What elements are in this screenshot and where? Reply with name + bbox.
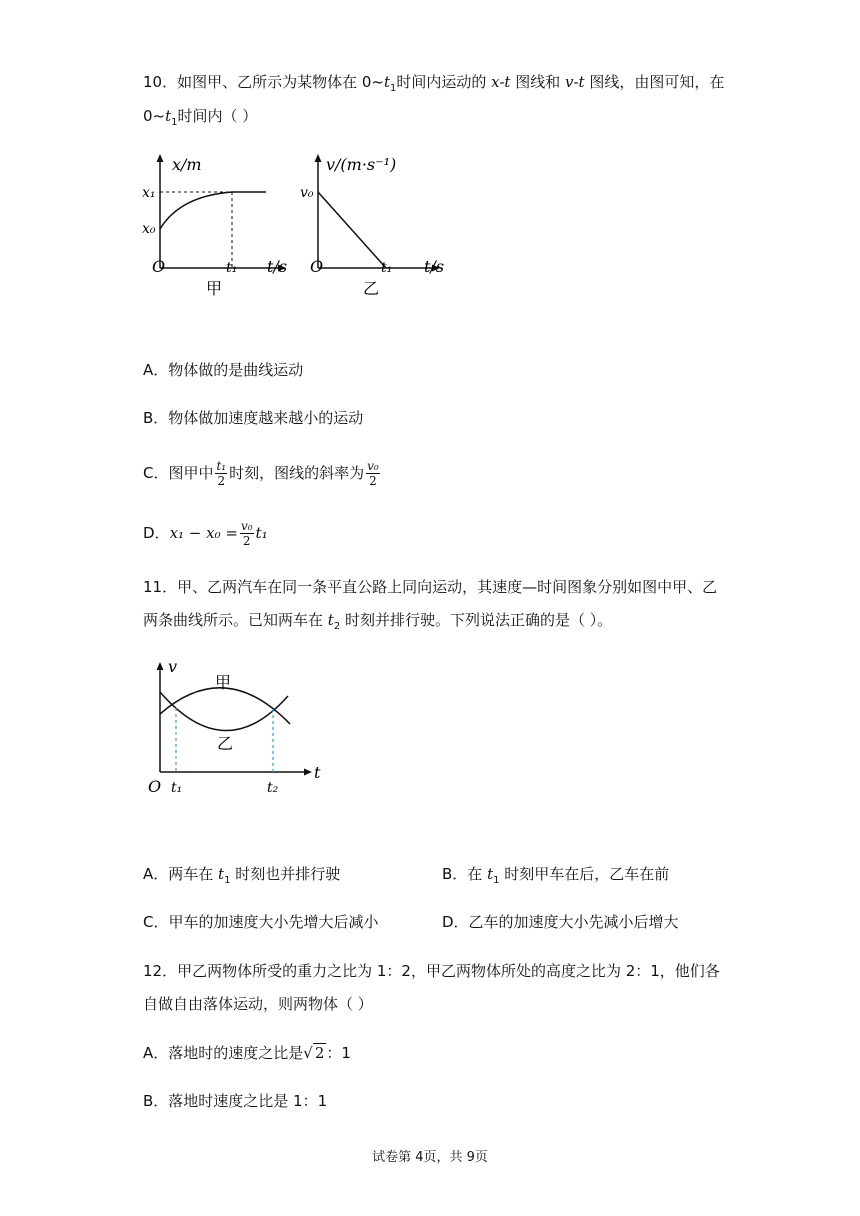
graph-yi-caption: 乙 xyxy=(363,279,380,298)
graph-q11-y-label: v xyxy=(168,657,178,676)
graph-q11-jia-curve xyxy=(160,688,290,724)
graph-jia-x-label: t/s xyxy=(267,257,288,276)
frac-denominator: 2 xyxy=(217,474,226,488)
graph-yi-origin: O xyxy=(310,257,324,276)
q10-option-d[interactable] xyxy=(143,518,268,548)
q12-option-b[interactable]: B．落地时速度之比是 1：1 xyxy=(143,1092,328,1110)
q12-stem-line1: 12．甲乙两物体所受的重力之比为 1：2，甲乙两物体所处的高度之比为 2：1，他们各 xyxy=(143,962,720,980)
q10-option-d-expr: x₁ − x₀ = xyxy=(169,524,238,542)
graph-yi-line xyxy=(318,192,386,268)
graph-jia-y-arrow xyxy=(157,154,164,162)
q11-stem-line1: 11．甲、乙两汽车在同一条平直公路上同向运动，其速度—时间图象分别如图中甲、乙 xyxy=(143,578,718,596)
q12-option-a-text: ：1 xyxy=(326,1044,351,1062)
q10-option-b[interactable]: B．物体做加速度越来越小的运动 xyxy=(143,409,364,427)
graph-q11-y-arrow xyxy=(157,662,164,670)
q10-text: 时间内运动的 xyxy=(396,73,492,91)
q11-option-a-t1: t xyxy=(218,865,225,883)
sqrt-symbol: √ 2 xyxy=(303,1044,325,1062)
q10-option-d-frac xyxy=(240,519,254,548)
q10-xt: x-t xyxy=(491,73,511,91)
graph-q11-yi-curve xyxy=(160,692,288,731)
graph-q11-vt xyxy=(140,652,340,802)
graph-q11-origin: O xyxy=(148,777,162,796)
graph-q11-x-arrow xyxy=(304,769,312,776)
graph-jia-t1-label: t₁ xyxy=(226,260,238,276)
q12-option-a[interactable] xyxy=(143,1043,351,1063)
graph-jia-origin: O xyxy=(152,257,166,276)
graph-yi-vt xyxy=(296,150,456,300)
graph-q11-t1-label: t₁ xyxy=(171,780,183,796)
sqrt-radicand: 2 xyxy=(314,1044,325,1062)
frac-denominator: 2 xyxy=(369,474,377,488)
q10-option-d-tail: t₁ xyxy=(255,524,268,542)
q10-text: 0~ xyxy=(143,107,166,125)
q10-option-d-label: D． xyxy=(143,524,170,542)
q11-option-b-text: B．在 xyxy=(442,865,488,883)
q11-option-b-text: 时刻甲车在后，乙车在前 xyxy=(499,865,670,883)
graph-jia-xt xyxy=(140,150,300,300)
graph-yi-y-label: v/(m·s⁻¹) xyxy=(326,155,397,174)
q11-t2-sub: 2 xyxy=(333,621,341,632)
q11-text: 两条曲线所示。已知两车在 xyxy=(143,611,328,629)
graph-jia-y-label: x/m xyxy=(172,155,202,174)
graph-yi-y-arrow xyxy=(315,154,322,162)
q10-stem-line1 xyxy=(143,72,724,99)
q11-stem-line2 xyxy=(143,610,612,637)
frac-numerator: t₁ xyxy=(216,459,227,473)
q10-text: 图线，由图可知，在 xyxy=(584,73,725,91)
q11-option-b-t1-sub: 1 xyxy=(493,875,500,886)
q10-option-c[interactable] xyxy=(143,458,382,488)
q10-t1-sub: 1 xyxy=(390,83,397,94)
q12-stem-line2: 自做自由落体运动，则两物体（ ） xyxy=(143,995,373,1013)
q11-option-a[interactable] xyxy=(143,864,340,891)
graph-q11-jia-label: 甲 xyxy=(215,673,232,692)
q10-option-c-text: 时刻，图线的斜率为 xyxy=(229,464,365,482)
q10-option-c-frac2 xyxy=(366,459,380,488)
q10-option-a[interactable]: A．物体做的是曲线运动 xyxy=(143,361,304,379)
q10-text: 10．如图甲、乙所示为某物体在 0~ xyxy=(143,73,384,91)
q10-stem-line2 xyxy=(143,106,257,133)
graph-jia-x0-label: x₀ xyxy=(142,221,156,237)
q11-option-b-t1: t xyxy=(487,865,494,883)
graph-q11-x-label: t xyxy=(314,763,321,782)
graph-yi-t1-label: t₁ xyxy=(381,260,393,276)
q10-t1: t xyxy=(165,107,172,125)
graph-q11-yi-label: 乙 xyxy=(217,734,234,753)
q10-t1-sub: 1 xyxy=(171,117,178,128)
q11-option-c[interactable]: C．甲车的加速度大小先增大后减小 xyxy=(143,913,379,931)
q10-option-c-text: C．图甲中 xyxy=(143,464,214,482)
q10-option-c-frac1 xyxy=(215,459,227,488)
graph-q11-t2-label: t₂ xyxy=(267,780,279,796)
graph-jia-caption: 甲 xyxy=(206,279,223,298)
graph-yi-v0-label: v₀ xyxy=(300,185,314,201)
graph-yi-x-label: t/s xyxy=(424,257,445,276)
frac-denominator: 2 xyxy=(242,534,251,548)
q11-t2: t xyxy=(327,611,334,629)
page-footer: 试卷第 4页，共 9页 xyxy=(372,1150,488,1165)
q10-vt: v-t xyxy=(565,73,585,91)
q10-text: 时间内（ ） xyxy=(177,107,258,125)
graph-jia-curve xyxy=(160,192,232,229)
q12-option-a-text: A．落地时的速度之比是 xyxy=(143,1044,304,1062)
frac-numerator: v₀ xyxy=(367,459,379,473)
q11-option-a-text: A．两车在 xyxy=(143,865,219,883)
graph-jia-x1-label: x₁ xyxy=(142,185,156,201)
q11-option-d[interactable]: D．乙车的加速度大小先减小后增大 xyxy=(442,913,679,931)
q11-option-b[interactable] xyxy=(442,864,669,891)
q11-option-a-text: 时刻也并排行驶 xyxy=(230,865,341,883)
q11-text: 时刻并排行驶。下列说法正确的是（ ）。 xyxy=(340,611,613,629)
q10-t1: t xyxy=(383,73,390,91)
q10-text: 图线和 xyxy=(510,73,565,91)
frac-numerator: v₀ xyxy=(240,519,253,533)
q11-option-a-t1-sub: 1 xyxy=(224,875,231,886)
